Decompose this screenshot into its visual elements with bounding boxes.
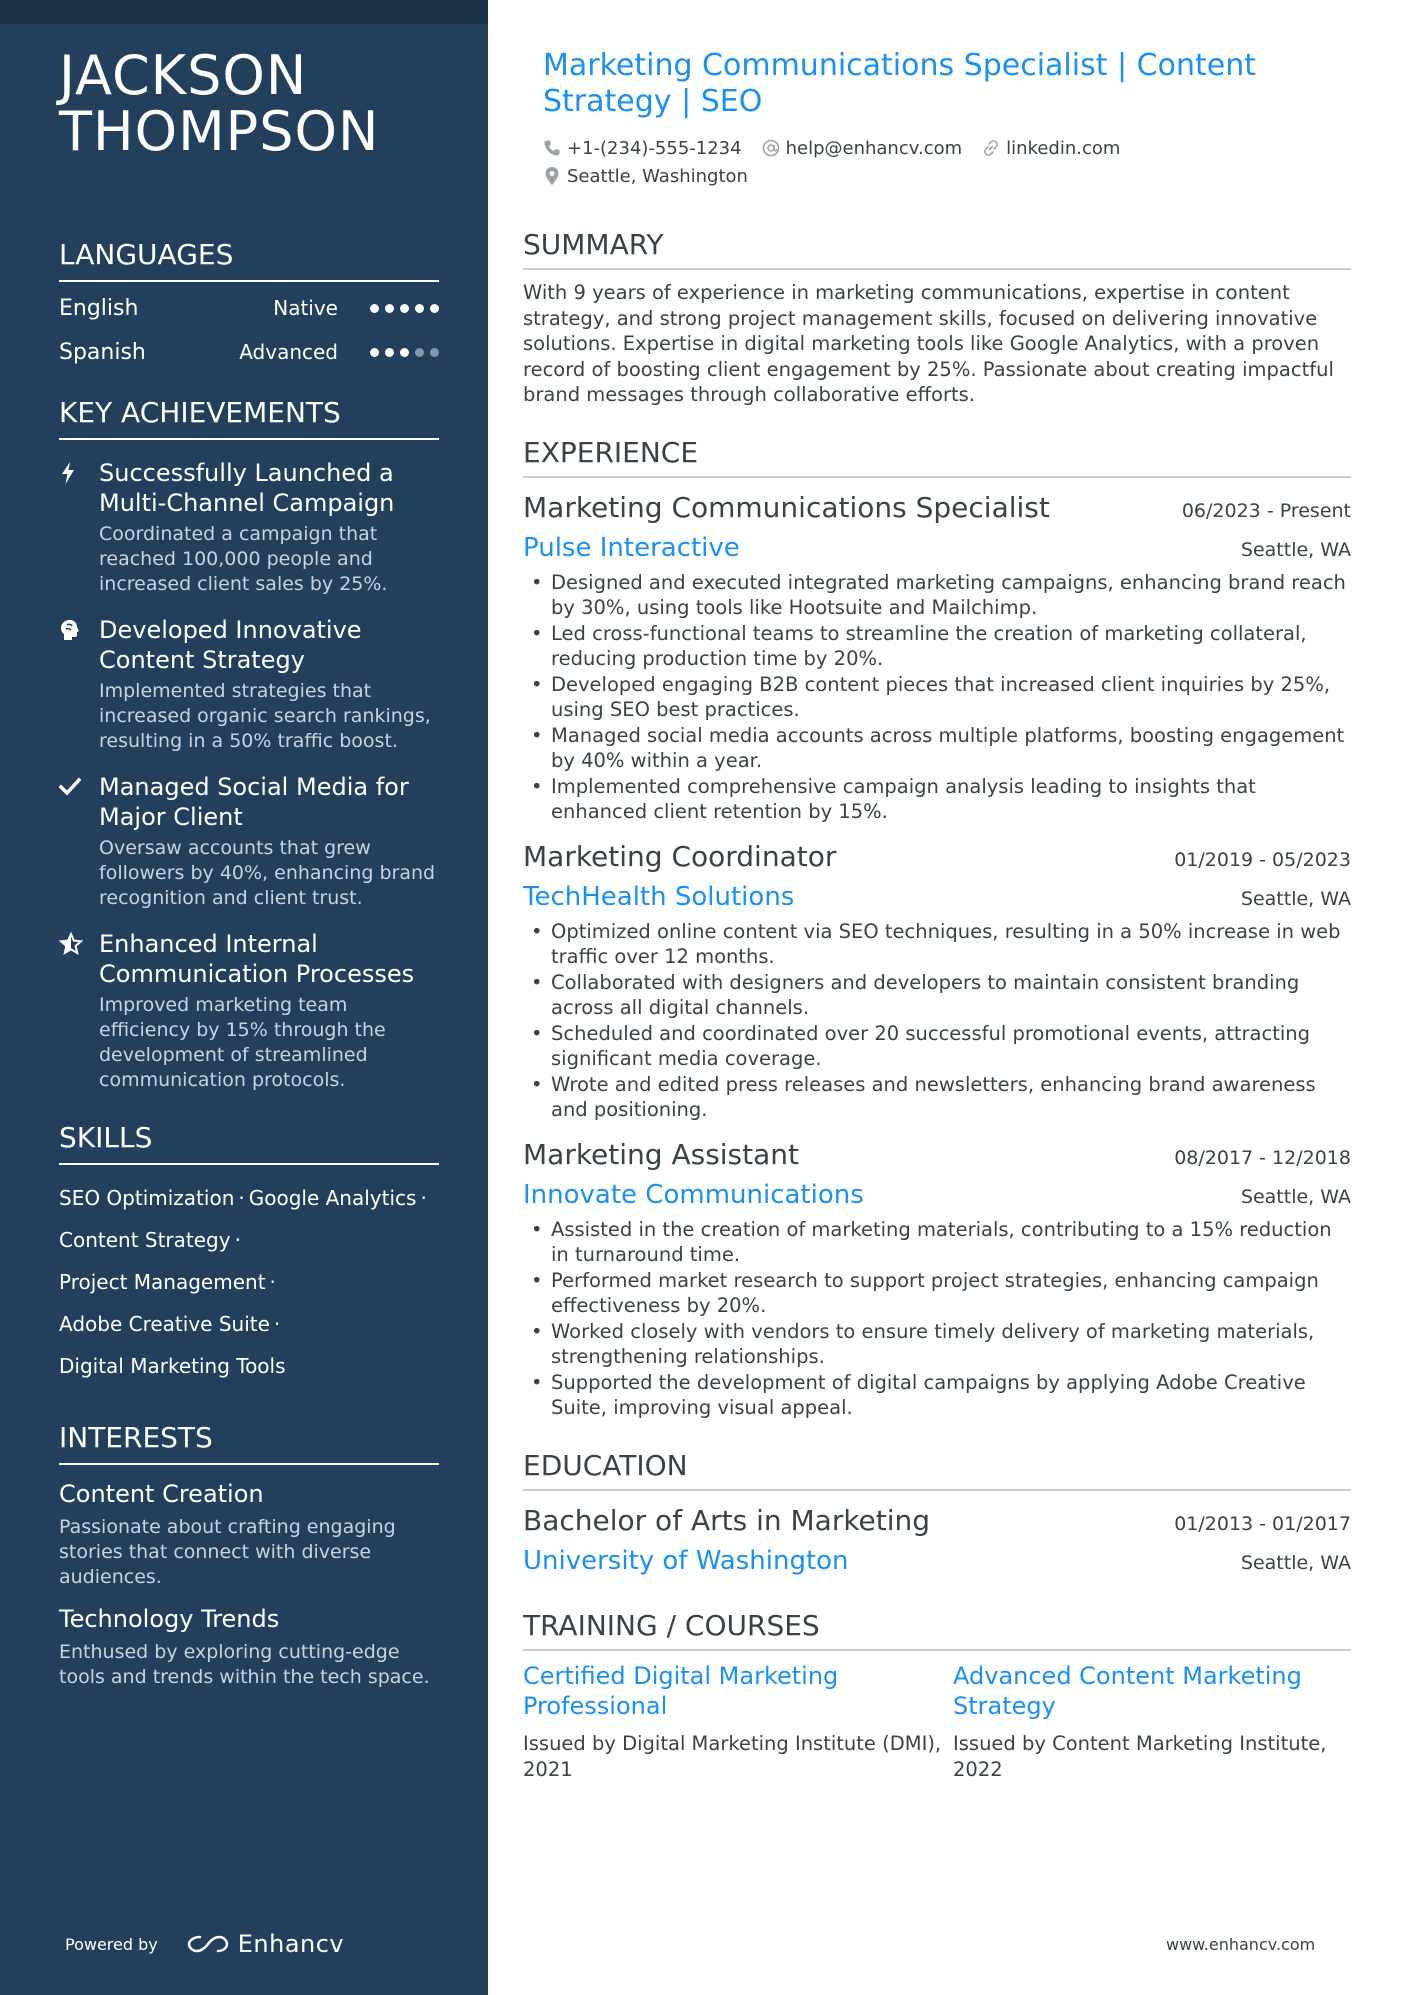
- interest-desc: Enthused by exploring cutting-edge tools and trends within the tech space.: [59, 1641, 430, 1688]
- contact-phone[interactable]: [543, 138, 742, 159]
- job-bullets: [523, 919, 1351, 1123]
- experience-title: EXPERIENCE: [523, 436, 1351, 478]
- skill-separator: ·: [234, 1228, 241, 1252]
- skills-list: [59, 1177, 439, 1387]
- language-rating: [370, 304, 439, 313]
- degree: Bachelor of Arts in Marketing: [523, 1503, 931, 1537]
- job-dates: 06/2023 - Present: [1181, 499, 1351, 522]
- education-title: EDUCATION: [523, 1449, 1351, 1491]
- achievement-desc: Implemented strategies that increased organic search rankings, resulting in a 50% traffic boost.: [99, 680, 431, 752]
- job-bullet: • Assisted in the creation of marketing materials, contributing to a 15% reduction in turnaround time.: [523, 1217, 1351, 1268]
- rating-dot: [385, 304, 394, 313]
- achievement-title: Developed Innovative Content Strategy: [99, 616, 362, 674]
- job-bullet: • Supported the development of digital campaigns by applying Adobe Creative Suite, improving visual appeal.: [523, 1370, 1351, 1421]
- candidate-name: [59, 44, 439, 163]
- course-item: [953, 1661, 1351, 1783]
- phone-text: +1-(234)-555-1234: [567, 137, 742, 159]
- job-title: Marketing Communications Specialist: [523, 490, 1050, 524]
- summary-title: SUMMARY: [523, 228, 1351, 270]
- job-bullet: • Managed social media accounts across multiple platforms, boosting engagement by 40% within a year.: [523, 723, 1351, 774]
- language-name: English: [59, 295, 139, 321]
- main-content: [523, 48, 1351, 1783]
- job-bullets: [523, 1217, 1351, 1421]
- achievement-item: [59, 929, 439, 1093]
- job-entry: [523, 488, 1351, 825]
- skill-item: Digital Marketing Tools: [59, 1354, 286, 1378]
- headline: Marketing Communications Specialist | Content Strategy | SEO: [543, 48, 1256, 119]
- star-icon: [59, 929, 99, 1093]
- brand-name: Enhancv: [237, 1930, 345, 1958]
- skill-separator: ·: [238, 1186, 245, 1210]
- interest-item: [59, 1604, 439, 1690]
- achievement-item: [59, 615, 439, 754]
- name-line-1: JACKSON: [59, 44, 308, 107]
- lightning-icon: [59, 458, 99, 597]
- achievement-item: [59, 458, 439, 597]
- language-level: Native: [273, 296, 338, 320]
- sidebar: [0, 0, 488, 1995]
- job-company[interactable]: Innovate Communications: [523, 1179, 864, 1210]
- name-line-2: THOMPSON: [59, 100, 380, 163]
- job-bullet: • Implemented comprehensive campaign analysis leading to insights that enhanced client retention by 15%.: [523, 774, 1351, 825]
- course-title[interactable]: Advanced Content Marketing Strategy: [953, 1661, 1302, 1720]
- language-item: [59, 286, 439, 330]
- education-location: Seattle, WA: [1240, 1551, 1351, 1574]
- job-bullet: • Wrote and edited press releases and newsletters, enhancing brand awareness and positioning.: [523, 1072, 1351, 1123]
- job-bullet: • Collaborated with designers and developers to maintain consistent branding across all digital channels.: [523, 970, 1351, 1021]
- job-location: Seattle, WA: [1240, 887, 1351, 910]
- languages-title: LANGUAGES: [59, 238, 439, 282]
- interest-desc: Passionate about crafting engaging stories that connect with diverse audiences.: [59, 1516, 396, 1588]
- course-desc: Issued by Content Marketing Institute, 2022: [953, 1731, 1327, 1781]
- job-bullet: • Designed and executed integrated marketing campaigns, enhancing brand reach by 30%, using tools like Hootsuite and Mailchimp.: [523, 570, 1351, 621]
- education-dates: 01/2013 - 01/2017: [1174, 1512, 1351, 1535]
- skill-item: Project Management: [59, 1270, 266, 1294]
- achievements-title: KEY ACHIEVEMENTS: [59, 396, 439, 440]
- job-bullet: • Worked closely with vendors to ensure timely delivery of marketing materials, strengthening relationships.: [523, 1319, 1351, 1370]
- training-title: TRAINING / COURSES: [523, 1609, 1351, 1651]
- experience-section: [523, 436, 1351, 1421]
- skills-section: [59, 1121, 439, 1387]
- rating-dot: [415, 348, 424, 357]
- rating-dot: [370, 304, 379, 313]
- achievement-title: Successfully Launched a Multi-Channel Campaign: [99, 459, 395, 517]
- job-bullet: • Developed engaging B2B content pieces that increased client inquiries by 25%, using SEO best practices.: [523, 672, 1351, 723]
- language-item: [59, 330, 439, 374]
- job-bullet: • Scheduled and coordinated over 20 successful promotional events, attracting significant media coverage.: [523, 1021, 1351, 1072]
- job-dates: 08/2017 - 12/2018: [1174, 1146, 1351, 1169]
- checkmark-icon: [59, 772, 99, 911]
- email-text: help@enhancv.com: [785, 137, 963, 159]
- interest-title: Content Creation: [59, 1480, 264, 1508]
- contact-linkedin[interactable]: [982, 138, 1120, 159]
- email-at-icon: [762, 139, 780, 157]
- skill-item: Content Strategy: [59, 1228, 231, 1252]
- job-location: Seattle, WA: [1240, 538, 1351, 561]
- language-rating: [370, 348, 439, 357]
- skill-separator: ·: [269, 1270, 276, 1294]
- skill-item: Adobe Creative Suite: [59, 1312, 270, 1336]
- enhancv-logo-icon: [186, 1933, 230, 1955]
- language-name: Spanish: [59, 339, 146, 365]
- linkedin-text: linkedin.com: [1006, 137, 1121, 159]
- language-level: Advanced: [239, 340, 338, 364]
- skills-title: SKILLS: [59, 1121, 439, 1165]
- job-company[interactable]: Pulse Interactive: [523, 532, 740, 563]
- powered-by[interactable]: [65, 1930, 344, 1958]
- rating-dot: [430, 304, 439, 313]
- summary-text: With 9 years of experience in marketing communications, expertise in content strategy, and strong project management skills, focused on delivering innovative solutions. Expertise in digital marketing tools like Google Analytics, with a proven record of boosting client engagement by 25%. Passionate about creating impactful brand messages through collaborative efforts.: [523, 281, 1334, 406]
- contact-location: [543, 166, 748, 187]
- interest-title: Technology Trends: [59, 1605, 280, 1633]
- interests-section: [59, 1421, 439, 1690]
- job-dates: 01/2019 - 05/2023: [1174, 848, 1351, 871]
- course-title[interactable]: Certified Digital Marketing Professional: [523, 1661, 839, 1720]
- job-bullets: [523, 570, 1351, 825]
- contact-email[interactable]: [762, 138, 963, 159]
- achievement-title: Managed Social Media for Major Client: [99, 773, 409, 831]
- phone-icon: [543, 139, 561, 157]
- location-text: Seattle, Washington: [567, 165, 748, 187]
- skill-item: Google Analytics: [248, 1186, 417, 1210]
- job-location: Seattle, WA: [1240, 1185, 1351, 1208]
- rating-dot: [415, 304, 424, 313]
- school[interactable]: University of Washington: [523, 1545, 849, 1576]
- rating-dot: [400, 304, 409, 313]
- achievements-section: [59, 396, 439, 1093]
- job-title: Marketing Coordinator: [523, 839, 837, 873]
- interests-title: INTERESTS: [59, 1421, 439, 1465]
- skill-separator: ·: [420, 1186, 427, 1210]
- rating-dot: [400, 348, 409, 357]
- job-title: Marketing Assistant: [523, 1137, 800, 1171]
- powered-by-label: Powered by: [65, 1934, 158, 1954]
- education-section: [523, 1449, 1351, 1581]
- job-bullet: • Performed market research to support project strategies, enhancing campaign effectiveness by 20%.: [523, 1268, 1351, 1319]
- job-entry: [523, 1135, 1351, 1421]
- brain-icon: [59, 615, 99, 754]
- training-section: [523, 1609, 1351, 1783]
- achievement-desc: Coordinated a campaign that reached 100,000 people and increased client sales by 25%.: [99, 523, 388, 595]
- location-pin-icon: [543, 166, 561, 186]
- rating-dot: [430, 348, 439, 357]
- link-icon: [982, 139, 1000, 157]
- job-bullet: • Optimized online content via SEO techniques, resulting in a 50% increase in web traffic over 12 months.: [523, 919, 1351, 970]
- contact-info: [523, 134, 1351, 190]
- education-entry: [523, 1501, 1351, 1581]
- job-company[interactable]: TechHealth Solutions: [523, 881, 795, 912]
- achievement-desc: Improved marketing team efficiency by 15% through the development of streamlined communication protocols.: [99, 994, 386, 1091]
- job-entry: [523, 837, 1351, 1123]
- skill-separator: ·: [273, 1312, 281, 1336]
- skill-item: SEO Optimization: [59, 1186, 235, 1210]
- rating-dot: [370, 348, 379, 357]
- course-item: [523, 1661, 953, 1783]
- languages-section: [59, 238, 439, 374]
- rating-dot: [385, 348, 394, 357]
- interest-item: [59, 1479, 439, 1590]
- course-desc: Issued by Digital Marketing Institute (DMI), 2021: [523, 1731, 942, 1781]
- achievement-title: Enhanced Internal Communication Processes: [99, 930, 415, 988]
- achievement-desc: Oversaw accounts that grew followers by 40%, enhancing brand recognition and client trust.: [99, 837, 436, 909]
- website-link[interactable]: www.enhancv.com: [1166, 1935, 1316, 1954]
- sidebar-top-strip: [0, 0, 488, 24]
- summary-section: [523, 228, 1351, 408]
- job-bullet: • Led cross-functional teams to streamline the creation of marketing collateral, reducing production time by 20%.: [523, 621, 1351, 672]
- achievement-item: [59, 772, 439, 911]
